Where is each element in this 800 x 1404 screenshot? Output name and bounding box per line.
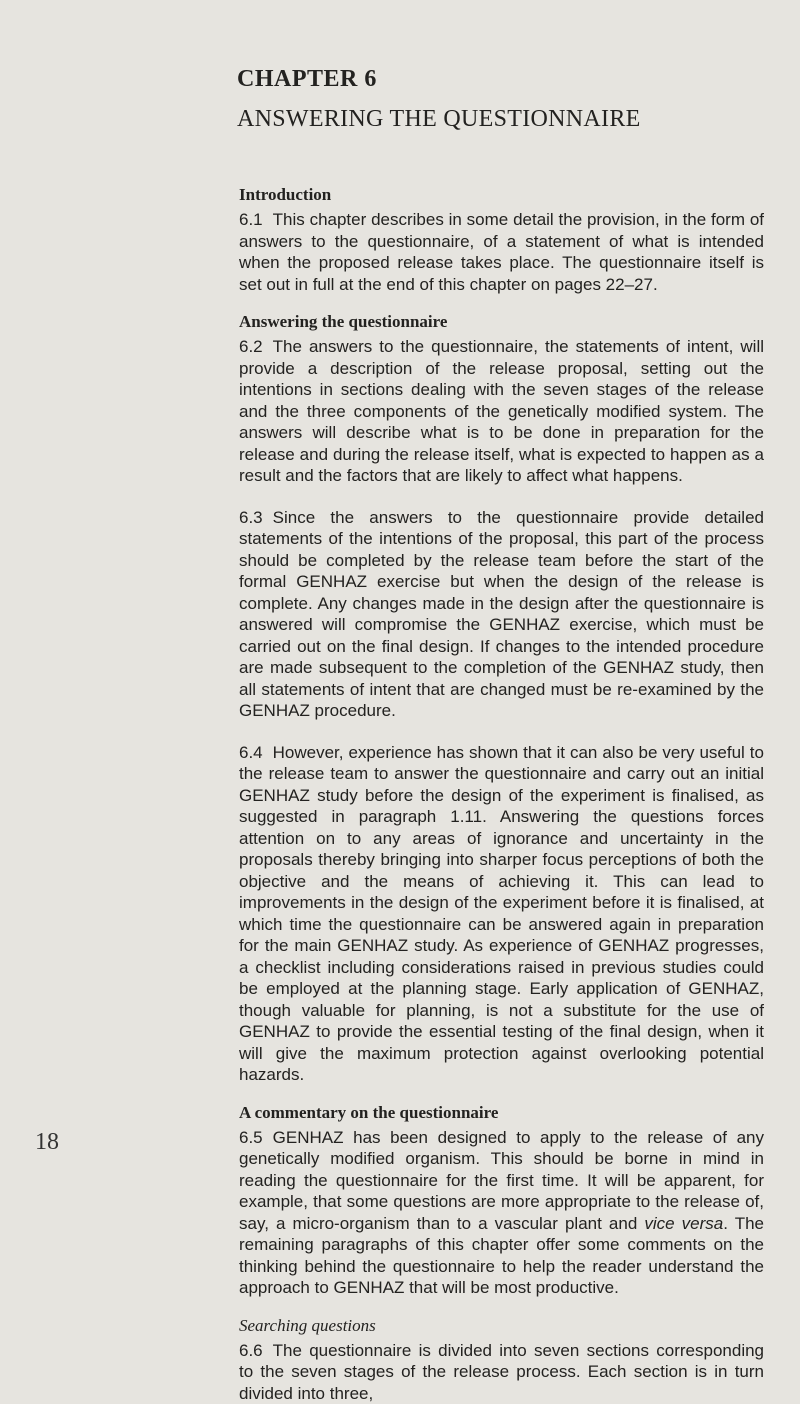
paragraph [239, 1340, 764, 1404]
paragraph [239, 209, 764, 295]
paragraph-text: The answers to the questionnaire, the statements of intent, will provide a description of the release proposal, setting out the intentions in sections dealing with the seven stages of the release and the three components of the genetically modified system. The answers will describe what is to be done in preparation for the release and during the release itself, what is expected to happen as a result and the factors that are likely to affect what happens. [239, 337, 764, 485]
paragraph-text: This chapter describes in some detail the provision, in the form of answers to the questionnaire, of a statement of what is intended when the proposed release takes place. The questionnaire itself is set out in full at the end of this chapter on pages 22–27. [239, 210, 764, 294]
paragraph [239, 507, 764, 722]
paragraph-number: 6.2 [239, 337, 263, 356]
paragraph-text: Since the answers to the questionnaire provide detailed statements of the intentions of the proposal, this part of the process should be completed by the release team before the start of the formal GENHAZ exercise but when the design of the release is complete. Any changes made in the design after the questionnaire is answered will compromise the GENHAZ exercise, which must be carried out on the final design. If changes to the intended procedure are made subsequent to the completion of the GENHAZ study, then all statements of intent that are changed must be re-examined by the GENHAZ procedure. [239, 508, 764, 721]
section-heading: Searching questions [239, 1315, 764, 1337]
body-content [239, 184, 764, 1404]
paragraph-text: The questionnaire is divided into seven sections corresponding to the seven stages of the release process. Each section is in turn divided into three, [239, 1341, 764, 1403]
paragraph-text: However, experience has shown that it can also be very useful to the release team to answer the questionnaire and carry out an initial GENHAZ study before the design of the experiment is finalised, as suggested in paragraph 1.11. Answering the questions forces attention on to any areas of ignorance and uncertainty in the proposals thereby bringing into sharper focus perceptions of both the objective and the means of achieving it. This can lead to improvements in the design of the experiment before it is finalised, at which time the questionnaire can be answered again in preparation for the main GENHAZ study. As experience of GENHAZ progresses, a checklist including considerations raised in previous studies could be employed at the planning stage. Early application of GENHAZ, though valuable for planning, is not a substitute for the use of GENHAZ to provide the essential testing of the final design, when it will give the maximum protection against overlooking potential hazards. [239, 743, 764, 1085]
section-heading: Answering the questionnaire [239, 311, 764, 333]
section-commentary [239, 1102, 764, 1299]
paragraph-italic-text: vice versa [644, 1214, 723, 1233]
section-searching-questions [239, 1315, 764, 1404]
chapter-label: CHAPTER 6 [237, 66, 377, 93]
paragraph-number: 6.3 [239, 508, 263, 527]
paragraph [239, 742, 764, 1086]
section-introduction [239, 184, 764, 295]
section-answering [239, 311, 764, 1086]
page-number: 18 [35, 1129, 59, 1156]
paragraph-text: GENHAZ has been designed to apply to the release of any genetically modified organism. This should be borne in mind in reading the questionnaire for the first time. It will be apparent, for example, that some questions are more appropriate to the release of, say, a micro-organism than to a vascular plant and [239, 1128, 764, 1233]
paragraph-number: 6.5 [239, 1128, 263, 1147]
chapter-title: ANSWERING THE QUESTIONNAIRE [237, 106, 641, 133]
paragraph-number: 6.6 [239, 1341, 263, 1360]
section-heading: A commentary on the questionnaire [239, 1102, 764, 1124]
paragraph [239, 336, 764, 487]
paragraph [239, 1127, 764, 1299]
paragraph-number: 6.1 [239, 210, 263, 229]
section-heading: Introduction [239, 184, 764, 206]
paragraph-number: 6.4 [239, 743, 263, 762]
paragraph-text: . The remaining paragraphs of this chapter offer some comments on the thinking behind the questionnaire to help the reader understand the approach to GENHAZ that will be most productive. [239, 1214, 764, 1298]
